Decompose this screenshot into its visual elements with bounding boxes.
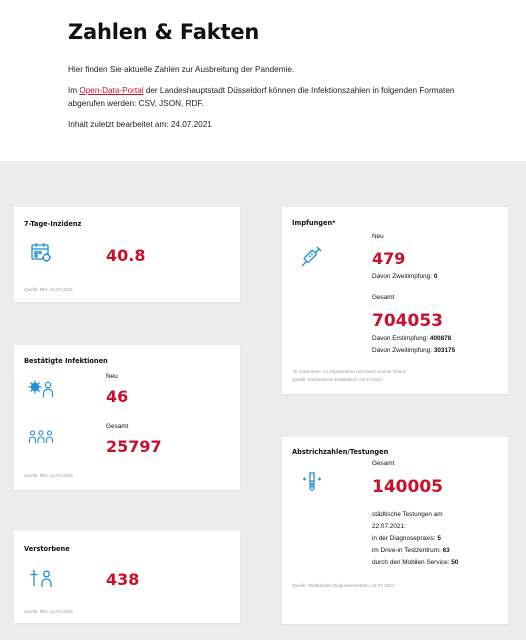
group-icon xyxy=(28,429,54,445)
tests-detail-line2: 22.07.2021: xyxy=(372,523,406,530)
mobile-value: 50 xyxy=(451,559,459,566)
vaccinations-card xyxy=(282,207,508,394)
infections-total-value: 25797 xyxy=(106,437,162,456)
tests-drive-in xyxy=(372,547,450,554)
tests-card xyxy=(282,437,508,624)
tests-practice xyxy=(372,535,441,542)
tests-total-value: 140005 xyxy=(372,477,443,497)
virus-person-icon xyxy=(28,378,54,398)
intro-text-after: der Landeshauptstadt Düsseldorf können die Infektionszahlen in folgenden Formaten abgerufen werden: CSV, JSON, RDF. xyxy=(68,86,455,108)
deaths-value: 438 xyxy=(106,570,140,589)
vaccinations-total-value: 704053 xyxy=(372,311,443,331)
infections-title: Bestätigte Infektionen xyxy=(24,357,108,365)
intro-text xyxy=(68,63,468,131)
vaccinations-new-value: 479 xyxy=(372,249,406,268)
practice-value: 5 xyxy=(437,535,441,542)
page-title: Zahlen & Fakten xyxy=(68,20,260,44)
drive-label: im Drive-in Testzentrum: xyxy=(372,547,441,554)
stats-section xyxy=(0,161,526,640)
vaccinations-total-label: Gesamt xyxy=(372,294,395,301)
infections-total-label: Gesamt xyxy=(106,423,129,430)
infections-source: Quelle: RKI, 24.07.2021 xyxy=(24,473,74,478)
incidence-card xyxy=(14,207,240,302)
tests-detail-line1: städtische Testungen am xyxy=(372,511,443,518)
deaths-title: Verstorbene xyxy=(24,545,70,553)
incidence-title: 7-Tage-Inzidenz xyxy=(24,220,82,228)
vaccinations-source: Quelle: Impfzentrum Düsseldorf, 23.07.2021 xyxy=(292,377,383,382)
vaccinations-title: Impfungen* xyxy=(292,219,336,227)
first-total-value: 400878 xyxy=(429,335,452,342)
open-data-paragraph xyxy=(68,84,468,110)
vaccinations-footnote: *in Arztpraxen, im Impfzentrum und durch mobile Teams xyxy=(292,369,407,374)
incidence-source: Quelle: RKI, 24.07.2021 xyxy=(24,287,74,292)
cross-person-icon xyxy=(30,568,54,588)
intro-section xyxy=(0,0,526,161)
tests-mobile xyxy=(372,559,458,566)
test-tube-icon xyxy=(300,471,324,493)
second-new-label: Davon Zweitimpfung: xyxy=(372,273,433,280)
intro-line: Hier finden Sie aktuelle Zahlen zur Ausbreitung der Pandemie. xyxy=(68,65,295,74)
vaccinations-new-label: Neu xyxy=(372,233,384,240)
intro-text-before: Im xyxy=(68,86,80,95)
open-data-portal-link[interactable]: Open-Data-Portal xyxy=(79,86,144,95)
infections-card xyxy=(14,345,240,490)
mobile-label: durch den Mobilen Service: xyxy=(372,559,450,566)
tests-source: Quelle: Städtisches Diagnosezentrum, 23.07.2021 xyxy=(292,583,395,588)
second-new-value: 0 xyxy=(433,273,438,280)
first-total-label: Davon Erstimpfung: xyxy=(372,335,429,342)
deaths-source: Quelle: RKI, 24.07.2021 xyxy=(24,609,74,614)
vaccinations-second-total xyxy=(372,347,455,354)
vaccinations-first-total xyxy=(372,335,451,342)
vaccinations-second-new xyxy=(372,273,437,280)
second-total-label: Davon Zweitimpfung: xyxy=(372,347,433,354)
syringe-icon xyxy=(300,246,322,268)
incidence-value: 40.8 xyxy=(106,246,146,265)
drive-value: 63 xyxy=(442,547,450,554)
tests-total-label: Gesamt xyxy=(372,460,395,467)
calendar-virus-icon xyxy=(30,241,52,263)
practice-label: in der Diagnosepraxis: xyxy=(372,535,436,542)
second-total-value: 303175 xyxy=(433,347,456,354)
deaths-card xyxy=(14,531,240,623)
infections-new-label: Neu xyxy=(106,373,118,380)
last-edited: Inhalt zuletzt bearbeitet am: 24.07.2021 xyxy=(68,120,212,129)
tests-title: Abstrichzahlen/Testungen xyxy=(292,448,389,456)
infections-new-value: 46 xyxy=(106,387,129,406)
